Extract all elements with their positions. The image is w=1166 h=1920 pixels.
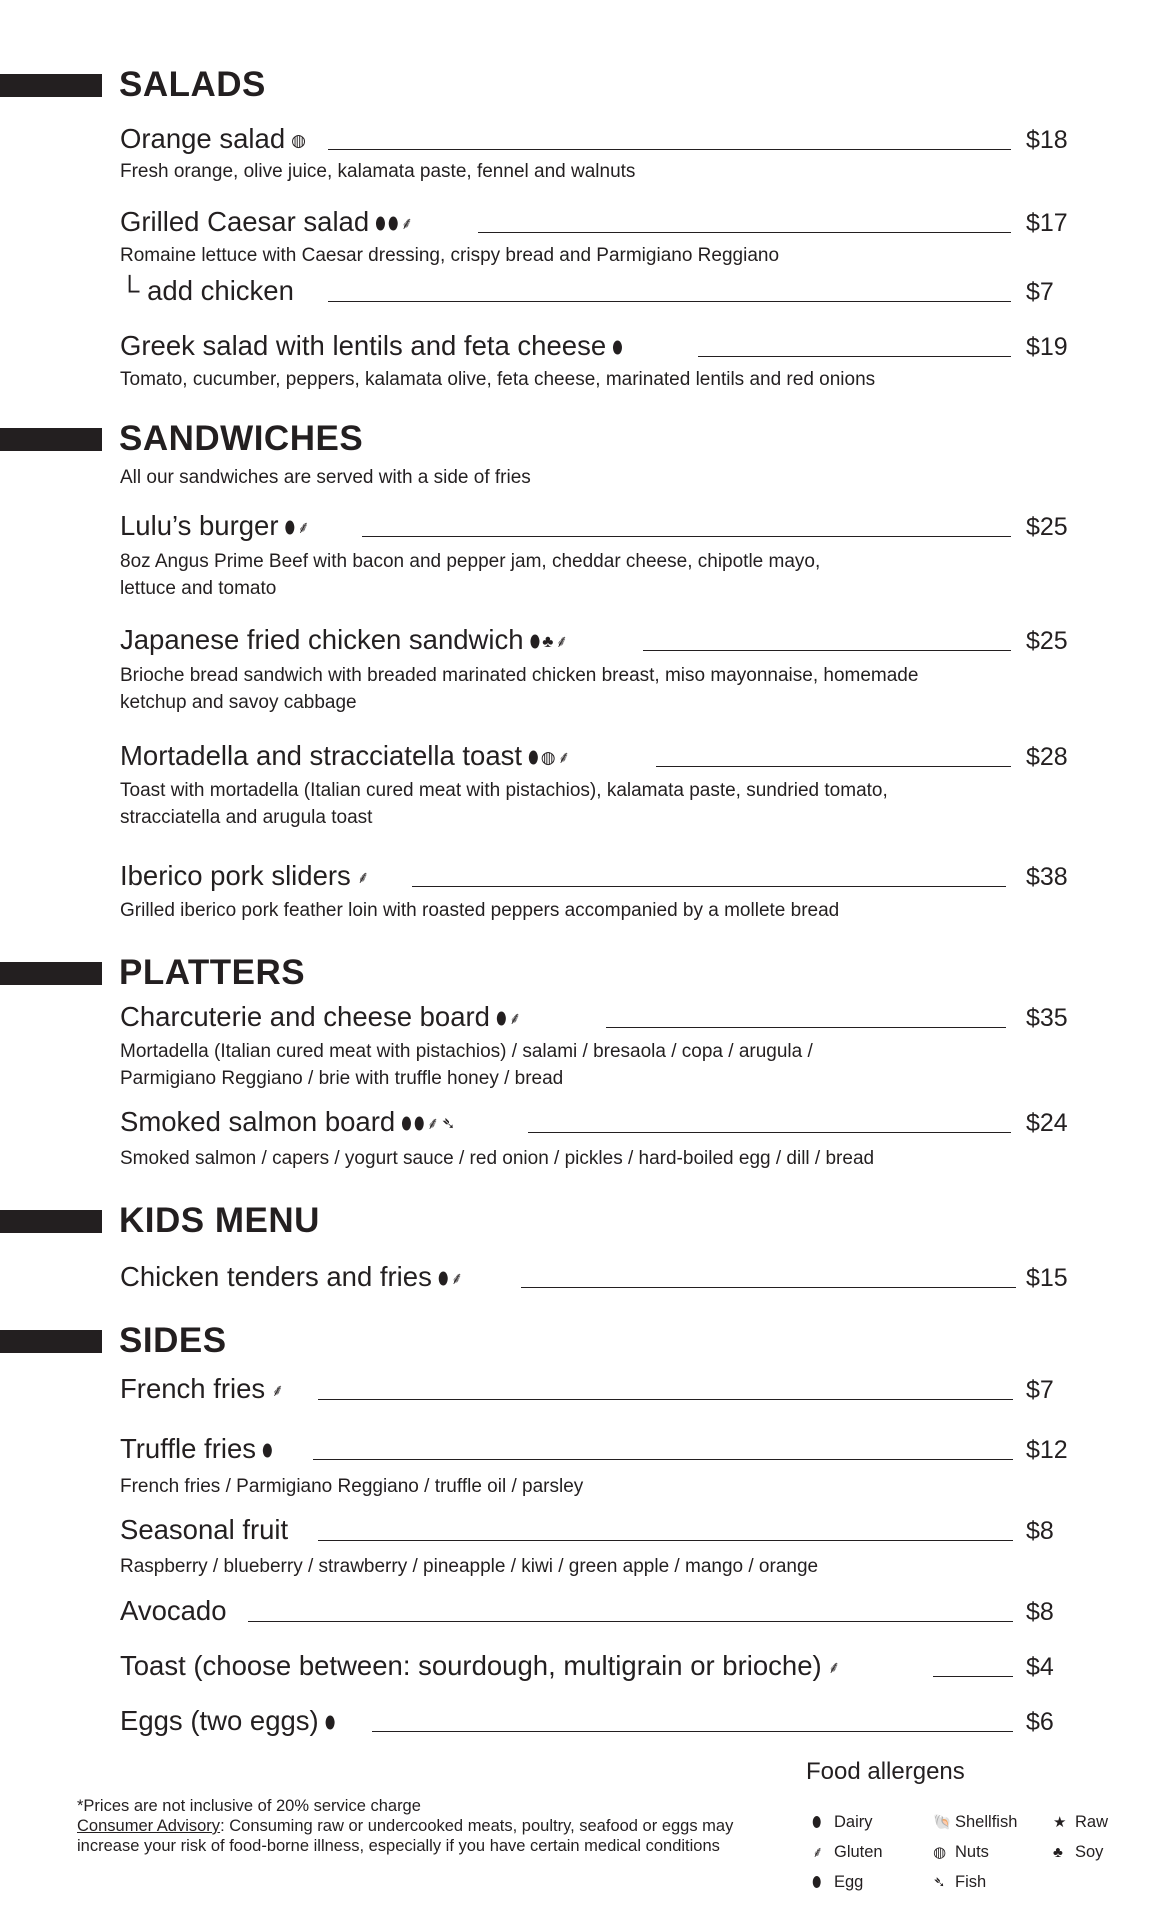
section-title-salads: SALADS (119, 65, 266, 104)
menu-item-price: $6 (1026, 1708, 1054, 1736)
leader-line (248, 1621, 1013, 1622)
allergen-legend-item (933, 1844, 989, 1861)
nuts-icon: ◍ (933, 1844, 947, 1861)
advisory-label: Consumer Advisory (77, 1817, 221, 1835)
menu-item-label: Eggs (two eggs) (120, 1705, 319, 1736)
allergen-icons: ⬮◍⸙ (528, 748, 573, 767)
menu-item-price: $15 (1026, 1264, 1068, 1292)
menu-item-price: $8 (1026, 1598, 1054, 1626)
menu-item-description: Grilled iberico pork feather loin with roasted peppers accompanied by a mollete bread (120, 900, 840, 921)
menu-item-description: lettuce and tomato (120, 578, 277, 599)
shellfish-icon: 🐚 (933, 1814, 952, 1831)
menu-item-description: Toast with mortadella (Italian cured meat with pistachios), kalamata paste, sundried tomato, (120, 780, 888, 801)
menu-item-price: $28 (1026, 743, 1068, 771)
menu-item-price: $18 (1026, 126, 1068, 154)
menu-item-price: $7 (1026, 278, 1054, 306)
allergen-icons: ⬮ (324, 1713, 338, 1732)
menu-item-name (120, 1375, 286, 1403)
menu-item-name (120, 626, 570, 654)
allergen-icons: ⸙ (271, 1381, 286, 1400)
allergen-label: Nuts (955, 1843, 989, 1861)
menu-item-price: $35 (1026, 1004, 1068, 1032)
allergen-icons: ⬮⸙ (284, 518, 312, 537)
leader-line (478, 232, 1011, 233)
menu-item-description: ketchup and savoy cabbage (120, 692, 357, 713)
allergen-icons: ⬮⸙ (495, 1009, 524, 1028)
menu-item-price: $12 (1026, 1436, 1068, 1464)
allergen-label: Soy (1075, 1843, 1104, 1861)
allergen-icons: ⬮♣⸙ (529, 632, 571, 651)
leader-line (643, 650, 1011, 651)
menu-item-price: $24 (1026, 1109, 1068, 1137)
menu-item-label: Lulu’s burger (120, 510, 279, 541)
menu-item-description: Mortadella (Italian cured meat with pistachios) / salami / bresaola / copa / arugula / (120, 1041, 813, 1062)
menu-item-label: Charcuterie and cheese board (120, 1001, 490, 1032)
menu-item-label: Truffle fries (120, 1433, 257, 1464)
menu-item-name (120, 1597, 227, 1625)
menu-item-description: 8oz Angus Prime Beef with bacon and pepper jam, cheddar cheese, chipotle mayo, (120, 551, 821, 572)
egg-icon: ⬮ (812, 1874, 822, 1891)
menu-item-name (120, 862, 372, 890)
menu-item-label: └ add chicken (120, 275, 294, 306)
menu-item-description: Smoked salmon / capers / yogurt sauce / red onion / pickles / hard-boiled egg / dill / bread (120, 1148, 875, 1169)
section-note: All our sandwiches are served with a side of fries (120, 467, 531, 488)
leader-line (313, 1459, 1013, 1460)
allergen-legend-item (933, 1814, 1017, 1831)
menu-item-name (120, 332, 625, 360)
menu-item-label: Smoked salmon board (120, 1106, 396, 1137)
menu-item-description: Brioche bread sandwich with breaded marinated chicken breast, miso mayonnaise, homemade (120, 665, 919, 686)
menu-item-label: Toast (choose between: sourdough, multigrain or brioche) (120, 1650, 822, 1681)
leader-line (528, 1132, 1011, 1133)
menu-item-price: $25 (1026, 513, 1068, 541)
leader-line (698, 356, 1011, 357)
gluten-icon: ⸙ (812, 1844, 824, 1861)
menu-item-name (120, 277, 294, 305)
menu-item-label: Chicken tenders and fries (120, 1261, 432, 1292)
menu-item-price: $19 (1026, 333, 1068, 361)
section-bar (0, 1210, 102, 1233)
leader-line (318, 1399, 1013, 1400)
leader-line (606, 1027, 1006, 1028)
menu-item-price: $4 (1026, 1653, 1054, 1681)
menu-item-price: $38 (1026, 863, 1068, 891)
allergen-legend-item (1053, 1844, 1103, 1861)
leader-line (362, 536, 1011, 537)
menu-item-name (120, 1652, 842, 1680)
section-title-sandwiches: SANDWICHES (119, 419, 364, 458)
allergen-label: Egg (834, 1873, 864, 1891)
menu-item-label: Mortadella and stracciatella toast (120, 740, 523, 771)
leader-line (328, 149, 1011, 150)
menu-item-name (120, 512, 312, 540)
advisory-text: : Consuming raw or undercooked meats, poultry, seafood or eggs may increase your risk of food-borne illness, especially if you have certain medical conditions (77, 1817, 734, 1855)
menu-item-description: Raspberry / blueberry / strawberry / pineapple / kiwi / green apple / mango / orange (120, 1556, 819, 1577)
leader-line (318, 1540, 1013, 1541)
allergen-label: Dairy (834, 1813, 873, 1831)
menu-item-price: $17 (1026, 209, 1068, 237)
dairy-icon: ⬮ (812, 1814, 822, 1831)
leader-line (521, 1287, 1016, 1288)
allergen-legend-item (933, 1874, 986, 1891)
allergen-icons: ⬮⸙ (437, 1269, 466, 1288)
fish-icon: ➴ (933, 1874, 946, 1891)
allergen-icons: ⸙ (827, 1658, 843, 1677)
allergen-label: Fish (955, 1873, 987, 1891)
allergen-legend-item (812, 1814, 873, 1831)
leader-line (372, 1731, 1013, 1732)
menu-item-price: $7 (1026, 1376, 1054, 1404)
menu-item-name (120, 1108, 458, 1136)
menu-item-name (120, 208, 415, 236)
footer-disclaimer (77, 1796, 757, 1856)
allergen-legend-item (812, 1844, 883, 1861)
allergen-icons: ⬮ (612, 338, 625, 357)
menu-item-label: Orange salad (120, 123, 286, 154)
menu-item-name (120, 1263, 465, 1291)
section-title-kids: KIDS MENU (119, 1201, 320, 1240)
menu-item-label: Greek salad with lentils and feta cheese (120, 330, 607, 361)
menu-item-price: $8 (1026, 1517, 1054, 1545)
menu-item-label: French fries (120, 1373, 266, 1404)
leader-line (933, 1676, 1013, 1677)
soy-icon: ♣ (1053, 1844, 1063, 1861)
allergen-legend-item (1053, 1814, 1108, 1831)
menu-item-label: Japanese fried chicken sandwich (120, 624, 524, 655)
menu-item-name (120, 1516, 288, 1544)
consumer-advisory (77, 1816, 757, 1856)
menu-item-name (120, 1435, 275, 1463)
menu-item-name (120, 1003, 523, 1031)
section-bar (0, 428, 102, 451)
menu-item-label: Grilled Caesar salad (120, 206, 370, 237)
menu-item-name (120, 125, 308, 153)
allergens-title: Food allergens (806, 1758, 965, 1785)
allergen-icons: ⬮ (262, 1441, 275, 1460)
menu-item-label: Seasonal fruit (120, 1514, 289, 1545)
menu-item-description: Tomato, cucumber, peppers, kalamata olive, feta cheese, marinated lentils and red onions (120, 369, 876, 390)
allergen-icons: ⸙ (356, 868, 372, 887)
menu-item-description: Romaine lettuce with Caesar dressing, crispy bread and Parmigiano Reggiano (120, 245, 780, 266)
leader-line (656, 766, 1011, 767)
menu-item-label: Avocado (120, 1595, 227, 1626)
allergen-label: Gluten (834, 1843, 883, 1861)
service-charge-note: *Prices are not inclusive of 20% service charge (77, 1797, 421, 1815)
section-bar (0, 962, 102, 985)
menu-item-description: French fries / Parmigiano Reggiano / truffle oil / parsley (120, 1476, 584, 1497)
section-bar (0, 1330, 102, 1353)
menu-item-description: Fresh orange, olive juice, kalamata paste, fennel and walnuts (120, 161, 636, 182)
menu-item-description: stracciatella and arugula toast (120, 807, 373, 828)
section-title-platters: PLATTERS (119, 953, 306, 992)
allergen-legend-item (812, 1874, 863, 1891)
raw-icon: ★ (1053, 1814, 1067, 1831)
menu-item-label: Iberico pork sliders (120, 860, 351, 891)
allergen-icons: ⬮⬮⸙➴ (401, 1114, 458, 1133)
menu-item-price: $25 (1026, 627, 1068, 655)
allergen-label: Shellfish (955, 1813, 1018, 1831)
allergen-icons: ◍ (291, 131, 308, 150)
menu-item-name (120, 742, 572, 770)
menu-item-name (120, 1707, 337, 1735)
section-title-sides: SIDES (119, 1321, 227, 1360)
leader-line (412, 886, 1006, 887)
allergen-icons: ⬮⬮⸙ (375, 214, 416, 233)
menu-item-description: Parmigiano Reggiano / brie with truffle honey / bread (120, 1068, 564, 1089)
allergen-label: Raw (1075, 1813, 1109, 1831)
leader-line (328, 301, 1011, 302)
section-bar (0, 74, 102, 97)
